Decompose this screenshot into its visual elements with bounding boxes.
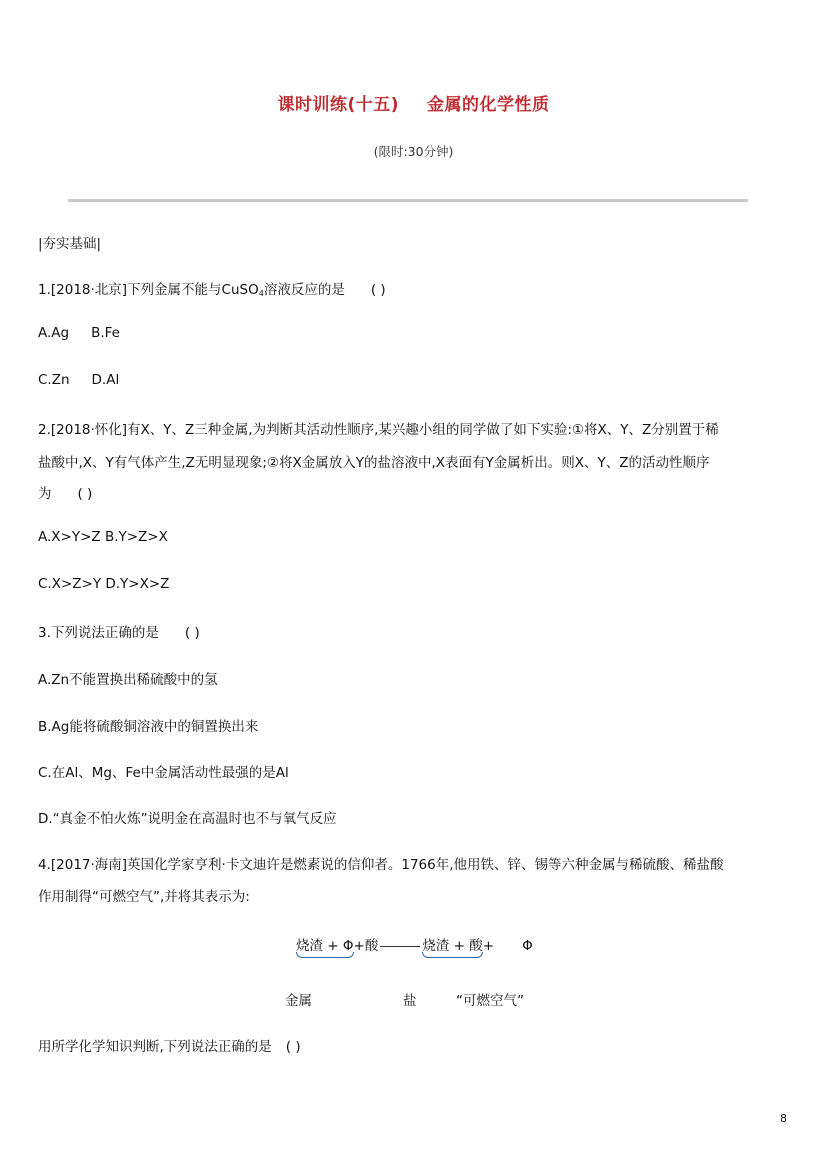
question-2-line-2: 盐酸中,X、Y有气体产生,Z无明显现象;②将X金属放入Y的盐溶液中,X表面有Y金属析出。则X、Y、Z的活动性顺序	[38, 455, 710, 471]
question-2-line-1: 2.[2018·怀化]有X、Y、Z三种金属,为判断其活动性顺序,某兴趣小组的同学做了如下实验:①将X、Y、Z分别置于稀	[38, 422, 719, 438]
label-flammable-air: “可燃空气”	[456, 993, 524, 1009]
page-number: 8	[780, 1112, 787, 1125]
page-title	[0, 90, 827, 115]
equation-plus: +	[482, 938, 495, 954]
question-3-answer-blank: ( )	[184, 625, 200, 641]
question-1-answer-blank: ( )	[370, 282, 386, 298]
q3-option-d: D.“真金不怕火炼”说明金在高温时也不与氧气反应	[38, 811, 337, 827]
q3-option-a: A.Zn不能置换出稀硫酸中的氢	[38, 672, 218, 688]
question-4-line-2: 作用制得“可燃空气”,并将其表示为:	[38, 889, 250, 905]
question-3	[38, 621, 200, 641]
question-1-text-end: 溶液反应的是	[263, 282, 345, 298]
question-2-line-3	[38, 482, 92, 502]
equation-salt-group: 烧渣 + 酸	[422, 934, 482, 954]
question-4-text-end: 用所学化学知识判断,下列说法正确的是	[38, 1039, 272, 1055]
q1-option-c: C.Zn	[38, 372, 70, 388]
label-metal: 金属	[285, 993, 312, 1009]
q2-options-cd: C.X>Z>Y D.Y>X>Z	[38, 576, 170, 592]
time-limit: (限时:30分钟)	[373, 144, 454, 159]
reaction-equation	[296, 934, 533, 954]
equation-phi: Φ	[522, 938, 533, 954]
equation-plus-acid: +酸	[353, 938, 379, 954]
q1-option-a: A.Ag	[38, 325, 70, 341]
q1-option-d: D.Al	[91, 372, 120, 388]
question-1-text: 1.[2018·北京]下列金属不能与CuSO	[38, 282, 259, 298]
q3-option-c: C.在Al、Mg、Fe中金属活动性最强的是Al	[38, 765, 289, 781]
equation-arrow	[380, 946, 420, 947]
q2-options-ab: A.X>Y>Z B.Y>Z>X	[38, 529, 168, 545]
question-4-line-3	[38, 1035, 301, 1055]
question-3-text: 3.下列说法正确的是	[38, 625, 159, 641]
question-1-options-row2	[38, 372, 119, 388]
label-salt: 盐	[403, 993, 417, 1009]
header-divider	[68, 199, 748, 202]
question-1-subscript: 4	[258, 289, 264, 298]
title-topic: 金属的化学性质	[427, 95, 550, 115]
q1-option-b: B.Fe	[91, 325, 120, 341]
question-4-line-1: 4.[2017·海南]英国化学家亨利·卡文迪许是燃素说的信仰者。1766年,他用铁、锌、锡等六种金属与稀硫酸、稀盐酸	[38, 857, 724, 873]
equation-metal-group: 烧渣 + Φ	[296, 934, 354, 954]
question-1-options-row1	[38, 325, 120, 341]
q3-option-b: B.Ag能将硫酸铜溶液中的铜置换出来	[38, 719, 259, 735]
question-4-answer-blank: ( )	[285, 1039, 301, 1055]
question-2-text-end: 为	[38, 486, 52, 502]
title-lesson: 课时训练(十五)	[277, 95, 400, 115]
section-label: |夯实基础|	[38, 236, 102, 252]
question-1	[38, 278, 386, 298]
question-2-answer-blank: ( )	[77, 486, 93, 502]
